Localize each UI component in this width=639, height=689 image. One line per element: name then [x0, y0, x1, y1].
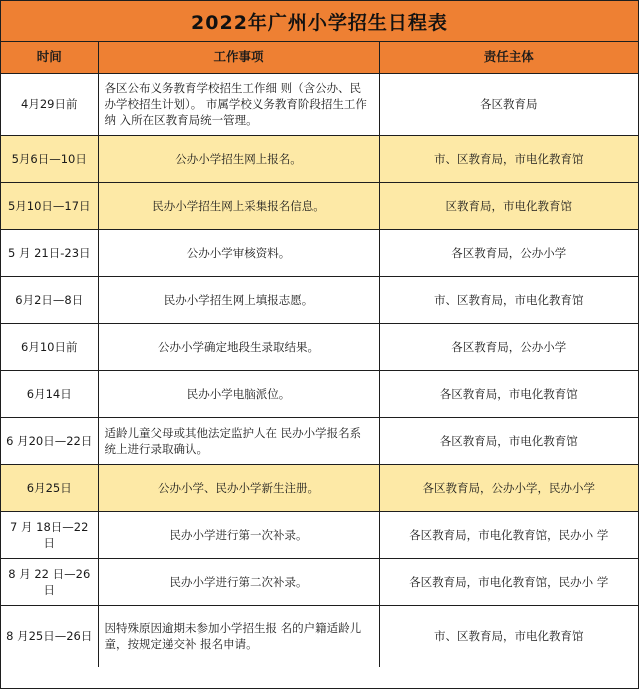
cell-task: 公办小学审核资料。	[98, 229, 379, 276]
cell-task: 适龄儿童父母或其他法定监护人在 民办小学报名系统上进行录取确认。	[98, 417, 379, 464]
header-time: 时间	[1, 42, 98, 73]
cell-time: 5 月 21日-23日	[1, 229, 98, 276]
cell-task: 公办小学招生网上报名。	[98, 135, 379, 182]
schedule-table	[1, 42, 638, 667]
cell-time: 6月10日前	[1, 323, 98, 370]
cell-task: 公办小学确定地段生录取结果。	[98, 323, 379, 370]
cell-time: 8 月25日—26日	[1, 605, 98, 667]
table-row	[1, 229, 638, 276]
cell-time: 6 月20日—22日	[1, 417, 98, 464]
cell-task: 民办小学招生网上填报志愿。	[98, 276, 379, 323]
cell-task: 民办小学招生网上采集报名信息。	[98, 182, 379, 229]
table-row	[1, 135, 638, 182]
cell-time: 8 月 22 日—26日	[1, 558, 98, 605]
table-row	[1, 511, 638, 558]
cell-task: 公办小学、民办小学新生注册。	[98, 464, 379, 511]
cell-owner: 市、区教育局，市电化教育馆	[379, 605, 638, 667]
cell-time: 6月2日—8日	[1, 276, 98, 323]
table-row	[1, 558, 638, 605]
cell-time: 5月6日—10日	[1, 135, 98, 182]
cell-time: 7 月 18日—22 日	[1, 511, 98, 558]
header-row	[1, 42, 638, 73]
cell-owner: 市、区教育局，市电化教育馆	[379, 135, 638, 182]
header-task: 工作事项	[98, 42, 379, 73]
cell-owner: 市、区教育局，市电化教育馆	[379, 276, 638, 323]
cell-owner: 各区教育局，公办小学	[379, 323, 638, 370]
table-row	[1, 323, 638, 370]
cell-owner: 各区教育局，市电化教育馆，民办小 学	[379, 511, 638, 558]
cell-time: 4月29日前	[1, 73, 98, 135]
cell-time: 6月25日	[1, 464, 98, 511]
cell-owner: 各区教育局，市电化教育馆，民办小 学	[379, 558, 638, 605]
cell-owner: 各区教育局，公办小学	[379, 229, 638, 276]
cell-task: 民办小学进行第一次补录。	[98, 511, 379, 558]
table-row	[1, 73, 638, 135]
cell-owner: 各区教育局，市电化教育馆	[379, 370, 638, 417]
cell-owner: 各区教育局，公办小学，民办小学	[379, 464, 638, 511]
cell-time: 6月14日	[1, 370, 98, 417]
table-row	[1, 417, 638, 464]
cell-task: 因特殊原因逾期未参加小学招生报 名的户籍适龄儿童，按规定递交补 报名申请。	[98, 605, 379, 667]
table-row	[1, 370, 638, 417]
cell-owner: 区教育局，市电化教育馆	[379, 182, 638, 229]
header-owner: 责任主体	[379, 42, 638, 73]
cell-time: 5月10日—17日	[1, 182, 98, 229]
cell-owner: 各区教育局，市电化教育馆	[379, 417, 638, 464]
table-row	[1, 605, 638, 667]
table-row	[1, 464, 638, 511]
cell-task: 各区公布义务教育学校招生工作细 则（含公办、民办学校招生计划）。 市属学校义务教育阶段招生工作纳 入所在区教育局统一管理。	[98, 73, 379, 135]
table-row	[1, 276, 638, 323]
page-title: 2022年广州小学招生日程表	[1, 1, 638, 42]
cell-task: 民办小学电脑派位。	[98, 370, 379, 417]
cell-task: 民办小学进行第二次补录。	[98, 558, 379, 605]
table-row	[1, 182, 638, 229]
cell-owner: 各区教育局	[379, 73, 638, 135]
